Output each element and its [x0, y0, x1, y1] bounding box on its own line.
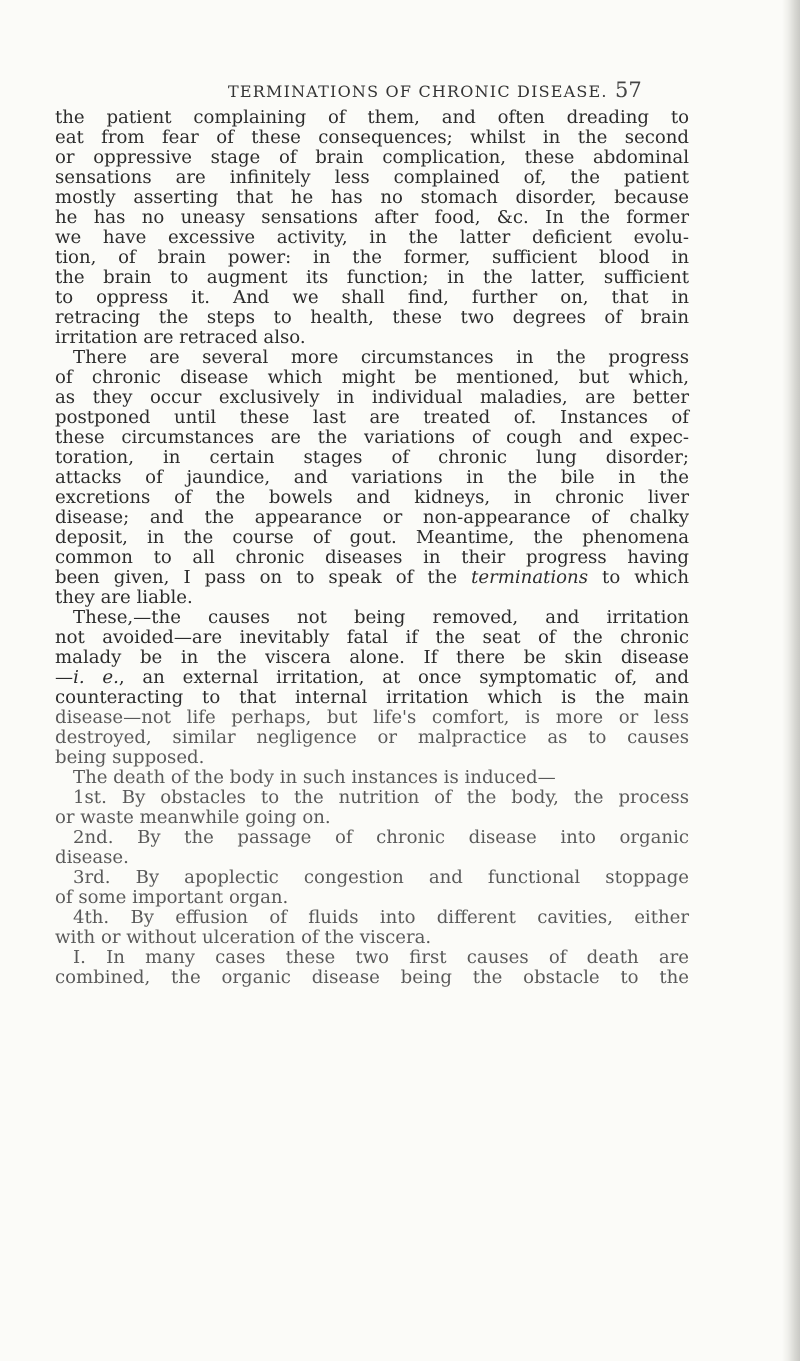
text-line: I. In many cases these two first causes of death are — [73, 947, 689, 968]
text-segment: been given, I pass on to speak of the — [55, 567, 458, 588]
text-line: disease. — [55, 847, 129, 868]
text-line — [55, 568, 689, 588]
italic-abbreviation: i. e. — [73, 667, 119, 688]
italic-word: terminations — [471, 567, 588, 588]
text-line: 3rd. By apoplectic congestion and functional stoppage — [73, 867, 689, 888]
text-line: attacks of jaundice, and variations in the bile in the — [55, 467, 689, 488]
text-line: 1st. By obstacles to the nutrition of the body, the process — [73, 787, 689, 808]
text-line: toration, in certain stages of chronic lung disorder; — [55, 447, 689, 468]
text-line: excretions of the bowels and kidneys, in chronic liver — [55, 487, 689, 508]
text-line: common to all chronic diseases in their progress having — [55, 547, 689, 568]
text-line: There are several more circumstances in the progress — [73, 347, 689, 368]
text-line: postponed until these last are treated of. Instances of — [55, 407, 689, 428]
text-line: mostly asserting that he has no stomach disorder, because — [55, 187, 689, 208]
text-segment: to which — [602, 567, 689, 588]
header-title: TERMINATIONS OF CHRONIC DISEASE. — [228, 82, 608, 101]
text-line: or oppressive stage of brain complication, these abdominal — [55, 147, 689, 168]
text-line: eat from fear of these consequences; whilst in the second — [55, 127, 689, 148]
text-segment: — — [55, 667, 74, 688]
text-line: we have excessive activity, in the latter deficient evolu- — [55, 227, 689, 248]
text-line: of some important organ. — [55, 887, 289, 908]
text-line: destroyed, similar negligence or malpractice as to causes — [55, 727, 689, 748]
text-line: being supposed. — [55, 747, 205, 768]
text-line: the patient complaining of them, and often dreading to — [55, 107, 689, 128]
text-line: disease; and the appearance or non-appearance of chalky — [55, 507, 689, 528]
text-line — [55, 668, 689, 688]
page-edge-shadow — [782, 0, 800, 1361]
text-line: the brain to augment its function; in the latter, sufficient — [55, 267, 689, 288]
text-line: malady be in the viscera alone. If there be skin disease — [55, 647, 689, 668]
text-line: to oppress it. And we shall find, further on, that in — [55, 287, 689, 308]
text-line: disease—not life perhaps, but life's comfort, is more or less — [55, 707, 689, 728]
text-line: 4th. By effusion of fluids into different cavities, either — [73, 907, 689, 928]
text-line: counteracting to that internal irritation which is the main — [55, 687, 689, 708]
text-line: retracing the steps to health, these two degrees of brain — [55, 307, 689, 328]
body-text — [55, 108, 689, 988]
text-line: deposit, in the course of gout. Meantime, the phenomena — [55, 527, 689, 548]
text-line: of chronic disease which might be mentioned, but which, — [55, 367, 689, 388]
text-line: not avoided—are inevitably fatal if the seat of the chronic — [55, 627, 689, 648]
text-line: as they occur exclusively in individual maladies, are better — [55, 387, 689, 408]
text-line: irritation are retraced also. — [55, 327, 306, 348]
text-line: or waste meanwhile going on. — [55, 807, 331, 828]
text-line: combined, the organic disease being the obstacle to the — [55, 967, 689, 988]
text-line: they are liable. — [55, 587, 193, 608]
page-number: 57 — [615, 78, 642, 102]
text-line: The death of the body in such instances is induced— — [73, 767, 556, 788]
text-line: he has no uneasy sensations after food, &c. In the former — [55, 207, 689, 228]
text-line: with or without ulceration of the viscera. — [55, 927, 432, 948]
text-line: 2nd. By the passage of chronic disease into organic — [73, 827, 689, 848]
text-line: tion, of brain power: in the former, sufficient blood in — [55, 247, 689, 268]
text-line: sensations are infinitely less complained of, the patient — [55, 167, 689, 188]
text-segment: , an external irritation, at once symptomatic of, and — [118, 667, 689, 688]
text-line: these circumstances are the variations of cough and expec- — [55, 427, 689, 448]
text-line: These,—the causes not being removed, and irritation — [73, 607, 689, 628]
